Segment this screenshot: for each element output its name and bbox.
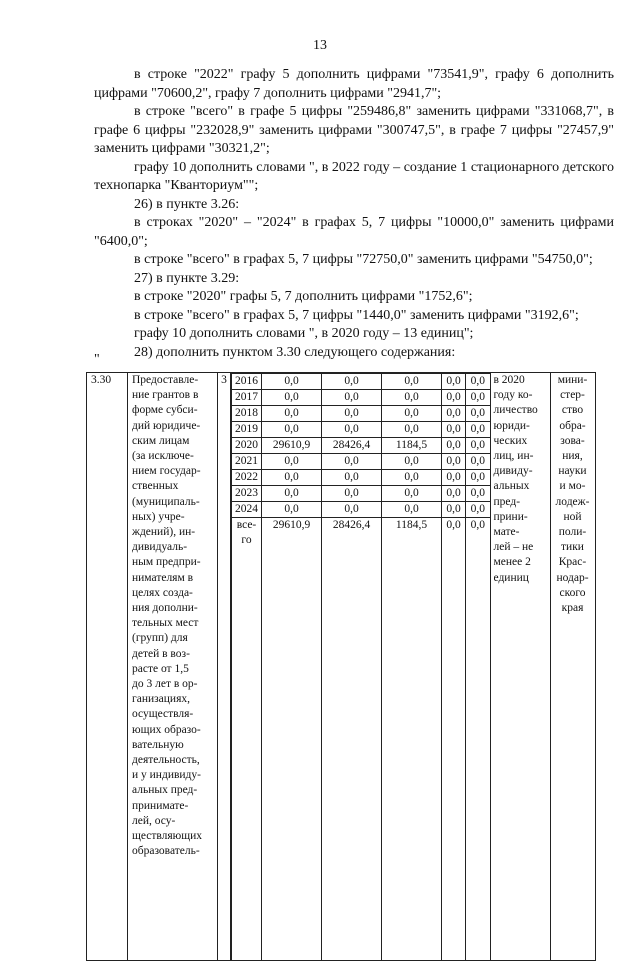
federal-cell: 0,0 <box>382 486 442 502</box>
local-cell: 0,0 <box>442 454 466 470</box>
local-cell: 0,0 <box>442 470 466 486</box>
year-cell: 2019 <box>232 422 262 438</box>
other-cell: 0,0 <box>466 374 490 390</box>
paragraph: графу 10 дополнить словами ", в 2022 году – создание 1 стационарного детского технопарка "Кванториум""; <box>94 159 614 193</box>
federal-cell: 0,0 <box>382 374 442 390</box>
funding-by-year-table <box>231 373 490 960</box>
program-table <box>86 372 596 961</box>
total-cell: 0,0 <box>262 502 322 518</box>
total-cell: 0,0 <box>262 470 322 486</box>
local-cell: 0,0 <box>442 438 466 454</box>
regional-cell: 0,0 <box>322 374 382 390</box>
table-row <box>232 502 490 518</box>
funding-source: 3 <box>218 373 231 961</box>
federal-cell: 0,0 <box>382 390 442 406</box>
paragraph: в строке "всего" в графе 5 цифры "259486,8" заменить цифрами "331068,7", в графе 6 цифры "232028,9" заменить цифрами "300747,5", в графе 7 цифры "27457,9" заменить цифрами "30321,2"; <box>94 104 614 156</box>
year-cell: 2024 <box>232 502 262 518</box>
responsible-executor: мини- стер- ство обра- зова- ния, науки и мо- лодеж- ной поли- тики Крас- нодар- ского края <box>550 373 595 961</box>
regional-cell: 0,0 <box>322 470 382 486</box>
federal-cell: 0,0 <box>382 406 442 422</box>
total-cell: 29610,9 <box>262 438 322 454</box>
regional-cell: 0,0 <box>322 406 382 422</box>
table-row <box>232 406 490 422</box>
year-cell: 2020 <box>232 438 262 454</box>
item-description: Предоставле- ние грантов в форме субси- дий юридиче- ским лицам (за исключе- нием государ- ственных (муниципаль- ных) учре- ждений), ин- дивидуаль- ным предпри- нимателям в целях созда- ния дополни- тельных мест (групп) для детей в воз- расте от 1,5 до 3 лет в ор- ганизациях, осуществля- ющих образо- вательную деятельность, и у индивиду- альных пред- принимате- лей, осу- ществляющих образователь- <box>128 373 218 961</box>
item-number: 3.30 <box>87 373 128 961</box>
local-cell: 0,0 <box>442 486 466 502</box>
federal-cell: 0,0 <box>382 422 442 438</box>
paragraph: в строке "всего" в графах 5, 7 цифры "72750,0" заменить цифрами "54750,0"; <box>134 252 593 267</box>
other-cell: 0,0 <box>466 502 490 518</box>
paragraph: в строке "2020" графы 5, 7 дополнить цифрами "1752,6"; <box>134 289 473 304</box>
total-cell: 0,0 <box>262 374 322 390</box>
opening-quote: " <box>94 352 100 367</box>
federal-cell: 0,0 <box>382 454 442 470</box>
other-cell: 0,0 <box>466 390 490 406</box>
other-cell: 0,0 <box>466 454 490 470</box>
paragraph: 27) в пункте 3.29: <box>134 270 240 286</box>
regional-cell: 0,0 <box>322 390 382 406</box>
total-cell: 0,0 <box>262 454 322 470</box>
other-cell: 0,0 <box>466 406 490 422</box>
paragraph: 26) в пункте 3.26: <box>134 196 240 212</box>
total-cell: 0,0 <box>262 486 322 502</box>
table-row <box>232 454 490 470</box>
paragraph: в строках "2020" – "2024" в графах 5, 7 цифры "10000,0" заменить цифрами "6400,0"; <box>94 215 614 249</box>
local-cell: 0,0 <box>442 422 466 438</box>
year-cell: 2018 <box>232 406 262 422</box>
amendment-text <box>94 66 614 362</box>
other-cell: 0,0 <box>466 438 490 454</box>
local-cell: 0,0 <box>442 502 466 518</box>
funding-years-block <box>231 373 491 961</box>
table-row <box>232 390 490 406</box>
table-row <box>232 470 490 486</box>
total-cell: 29610,9 <box>262 518 322 961</box>
year-cell: 2023 <box>232 486 262 502</box>
year-cell: 2022 <box>232 470 262 486</box>
year-cell: 2016 <box>232 374 262 390</box>
federal-cell: 1184,5 <box>382 518 442 961</box>
regional-cell: 0,0 <box>322 486 382 502</box>
regional-cell: 28426,4 <box>322 438 382 454</box>
total-row <box>232 518 490 961</box>
federal-cell: 1184,5 <box>382 438 442 454</box>
other-cell: 0,0 <box>466 518 490 961</box>
other-cell: 0,0 <box>466 486 490 502</box>
other-cell: 0,0 <box>466 422 490 438</box>
regional-cell: 28426,4 <box>322 518 382 961</box>
total-cell: 0,0 <box>262 422 322 438</box>
paragraph: 28) дополнить пунктом 3.30 следующего содержания: <box>134 344 456 360</box>
paragraph: в строке "всего" в графах 5, 7 цифры "1440,0" заменить цифрами "3192,6"; <box>134 307 579 323</box>
total-cell: 0,0 <box>262 390 322 406</box>
page-number: 13 <box>313 38 327 53</box>
total-cell: 0,0 <box>262 406 322 422</box>
table-row <box>232 438 490 454</box>
table-row <box>232 374 490 390</box>
table-row <box>232 422 490 438</box>
regional-cell: 0,0 <box>322 502 382 518</box>
expected-result: в 2020 году ко- личество юриди- ческих лиц, ин- дивиду- альных пред- прини- мате- лей – не менее 2 единиц <box>490 373 550 961</box>
regional-cell: 0,0 <box>322 422 382 438</box>
regional-cell: 0,0 <box>322 454 382 470</box>
local-cell: 0,0 <box>442 390 466 406</box>
local-cell: 0,0 <box>442 518 466 961</box>
paragraph: в строке "2022" графу 5 дополнить цифрами "73541,9", графу 6 дополнить цифрами "70600,2", графу 7 дополнить цифрами "2941,7"; <box>94 67 614 101</box>
table-row <box>232 486 490 502</box>
federal-cell: 0,0 <box>382 502 442 518</box>
other-cell: 0,0 <box>466 470 490 486</box>
year-cell: 2017 <box>232 390 262 406</box>
year-cell: все- го <box>232 518 262 961</box>
local-cell: 0,0 <box>442 374 466 390</box>
federal-cell: 0,0 <box>382 470 442 486</box>
paragraph: графу 10 дополнить словами ", в 2020 году – 13 единиц"; <box>134 326 474 341</box>
year-cell: 2021 <box>232 454 262 470</box>
local-cell: 0,0 <box>442 406 466 422</box>
